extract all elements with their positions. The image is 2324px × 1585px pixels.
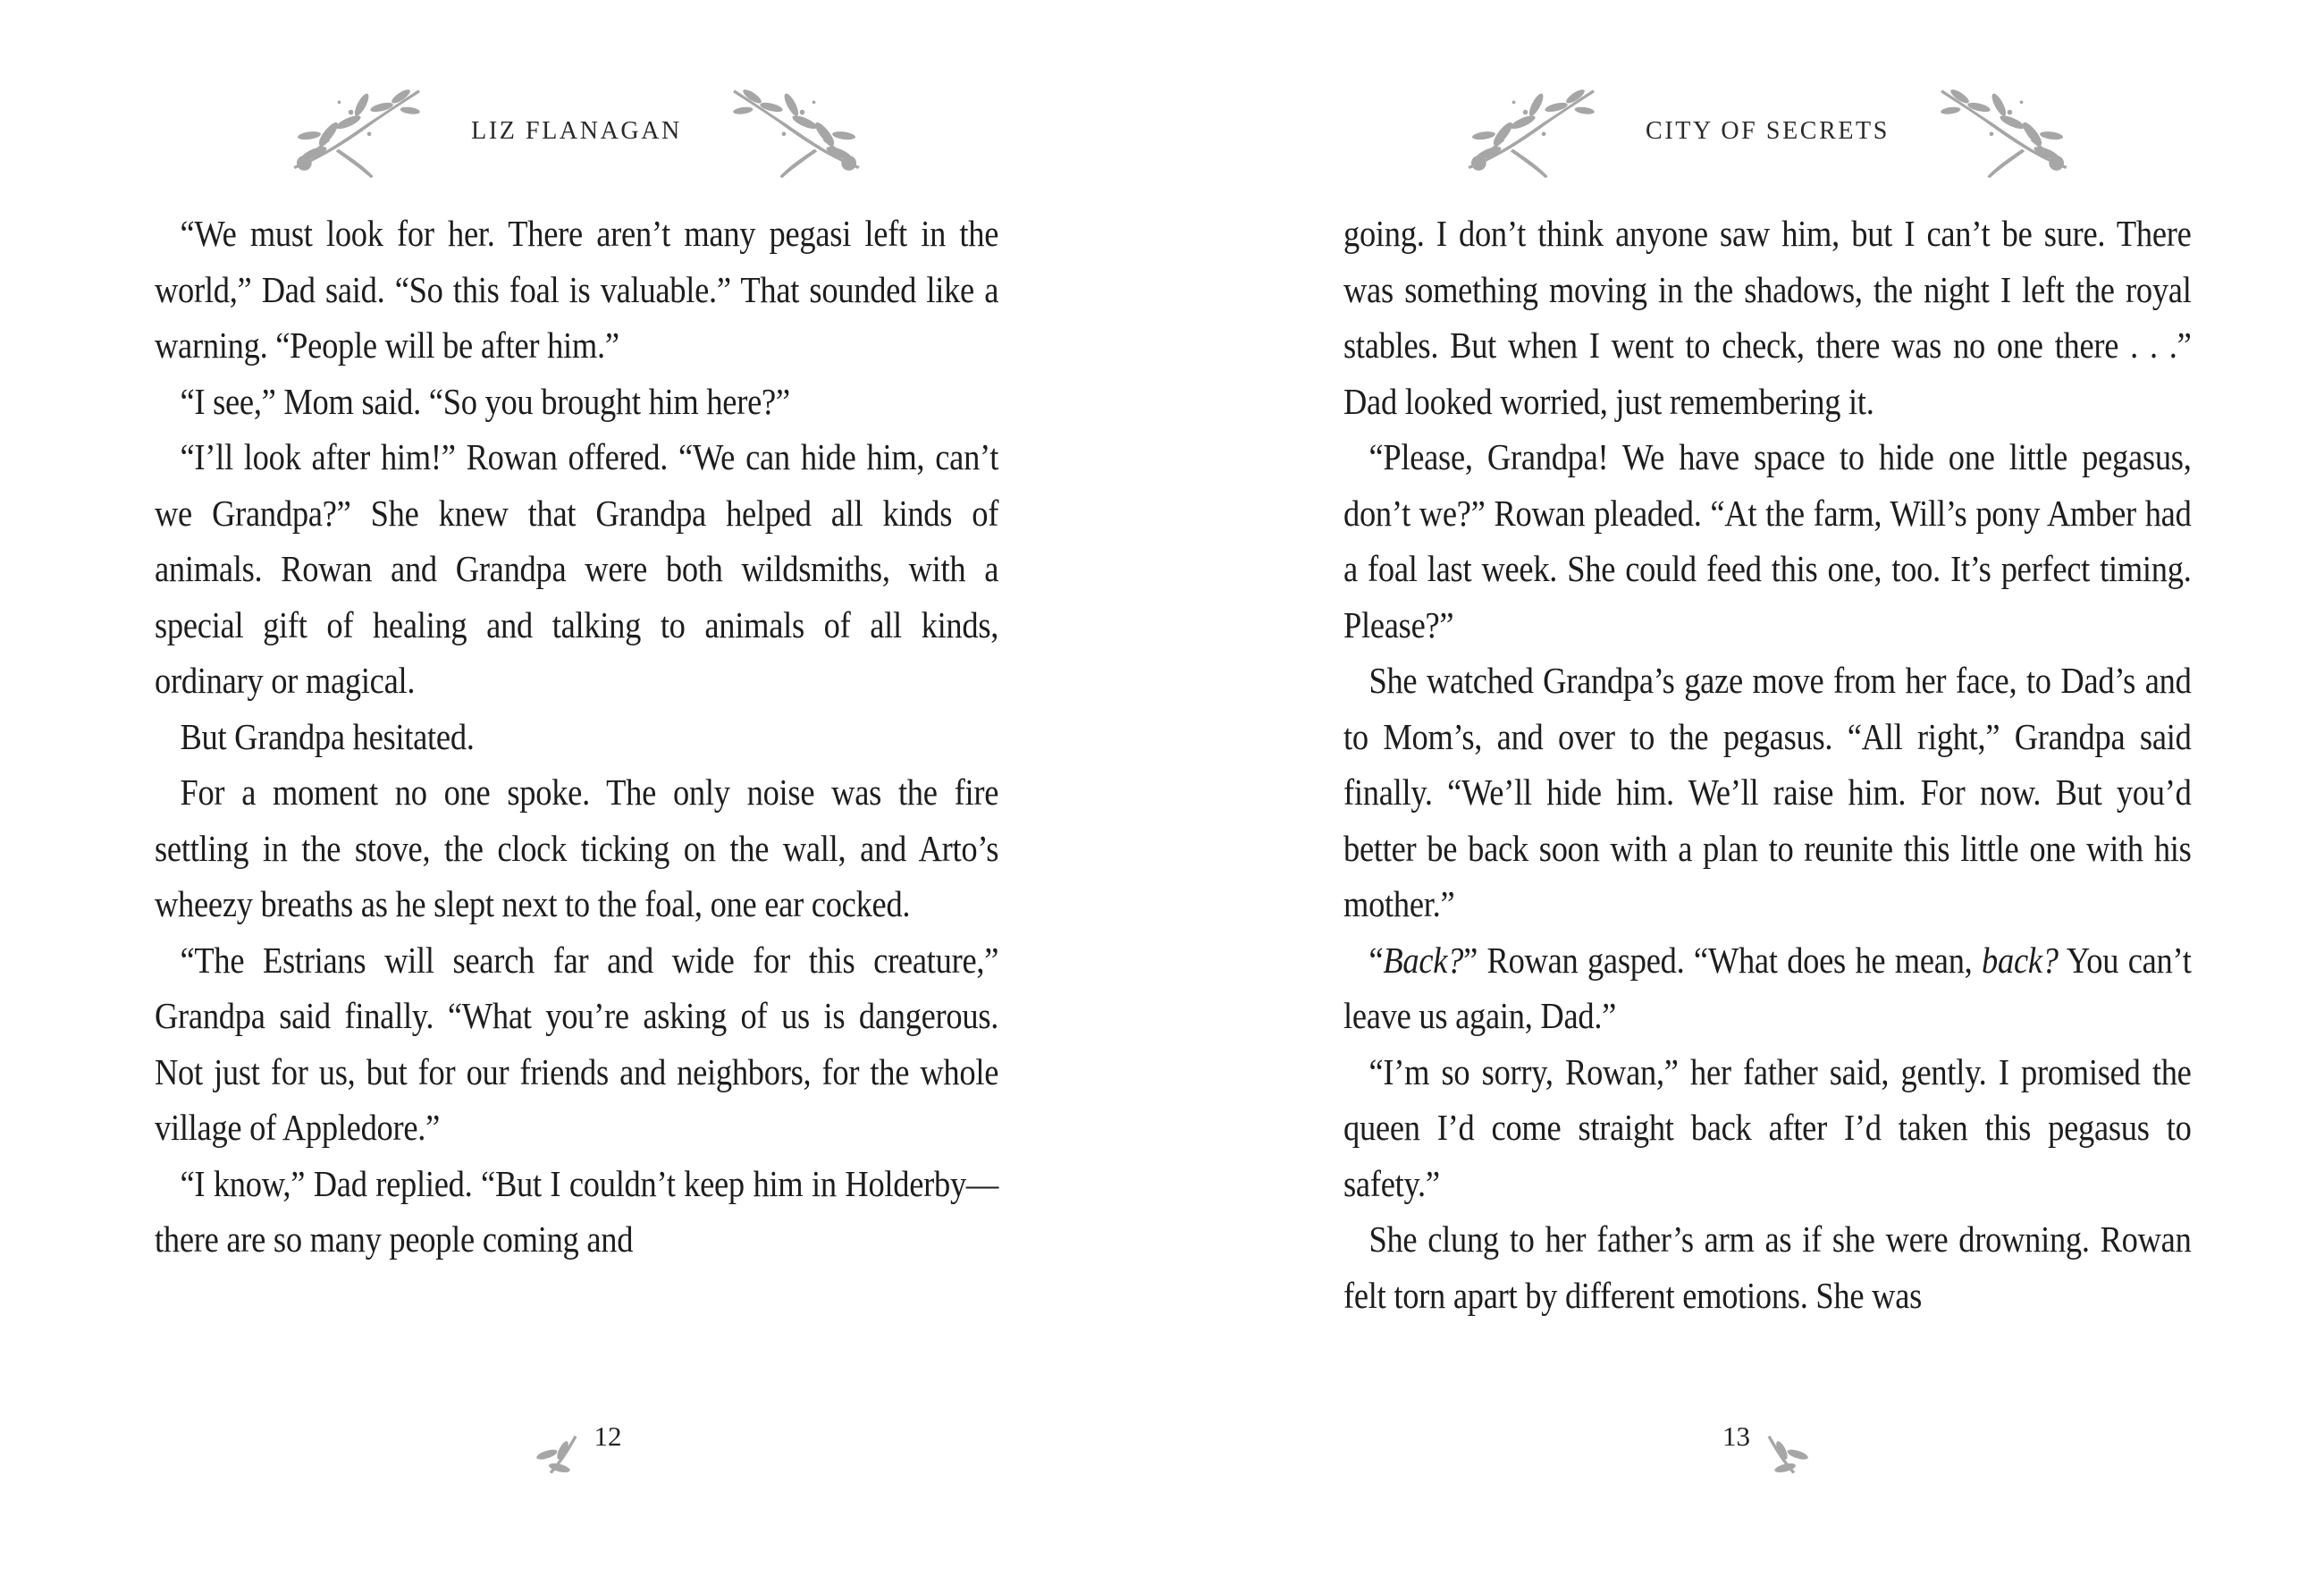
paragraph: For a moment no one spoke. The only noise was the fire settling in the stove, the clock ticking on the wall, and Arto’s wheezy breaths as he slept next to the foal, one ear cocked. — [155, 771, 999, 924]
leaf-sprig-icon — [1761, 1430, 1813, 1480]
paragraph: She clung to her father’s arm as if she were drowning. Rowan felt torn apart by different emotions. She was — [1343, 1218, 2192, 1316]
page-header-left — [155, 82, 998, 181]
page-header-right — [1343, 82, 2192, 181]
running-head-author: LIZ FLANAGAN — [471, 117, 682, 145]
paragraph: “I’m so sorry, Rowan,” her father said, gently. I promised the queen I’d come straight back after I’d taken this pegasus to safety.” — [1343, 1050, 2192, 1204]
branch-flourish-icon — [285, 82, 430, 181]
paragraph: “I see,” Mom said. “So you brought him here?” — [180, 380, 790, 422]
paragraph: But Grandpa hesitated. — [180, 715, 475, 757]
page-footer-left — [155, 1420, 998, 1480]
page-body-left — [155, 206, 998, 1268]
paragraph: “We must look for her. There aren’t many pegasi left in the world,” Dad said. “So this foal is valuable.” That sounded like a warning. “People will be after him.” — [155, 213, 999, 366]
paragraph: going. I don’t think anyone saw him, but I can’t be sure. There was something moving in the shadows, the night I left the royal stables. But when I went to check, there was no one there . . .” Dad looked worried, just remembering it. — [1343, 213, 2192, 422]
paragraph: “I’ll look after him!” Rowan offered. “We can hide him, can’t we Grandpa?” She knew that Grandpa helped all kinds of animals. Rowan and Grandpa were both wildsmiths, with a special gift of healing and talking to animals of all kinds, ordinary or magical. — [155, 436, 999, 701]
page-body-right — [1343, 206, 2192, 1323]
paragraph: “The Estrians will search far and wide for this creature,” Grandpa said finally. “What you’re asking of us is dangerous. Not just for us, but for our friends and neighbors, for the whole village of Appledore.” — [155, 939, 999, 1148]
page-right — [1343, 0, 2192, 1585]
page-footer-right — [1343, 1420, 2192, 1480]
leaf-sprig-icon — [532, 1430, 584, 1480]
paragraph: “Please, Grandpa! We have space to hide one little pegasus, don’t we?” Rowan pleaded. “At the farm, Will’s pony Amber had a foal last week. She could feed this one, too. It’s perfect timing. Please?” — [1343, 436, 2192, 645]
page-left — [155, 0, 998, 1585]
paragraph: “Back?” Rowan gasped. “What does he mean, back? You can’t leave us again, Dad.” — [1343, 939, 2192, 1036]
branch-flourish-icon — [1460, 82, 1604, 181]
branch-flourish-icon — [1931, 82, 2076, 181]
page-number-right: 13 — [1722, 1421, 1750, 1452]
page-number-left: 12 — [594, 1421, 622, 1452]
paragraph: “I know,” Dad replied. “But I couldn’t keep him in Holderby—there are so many people coming and — [155, 1162, 999, 1260]
running-head-title: CITY OF SECRETS — [1646, 117, 1890, 145]
paragraph: She watched Grandpa’s gaze move from her face, to Dad’s and to Mom’s, and over to the pegasus. “All right,” Grandpa said finally. “We’ll hide him. We’ll raise him. For now. But you’d better be back soon with a plan to reunite this little one with his mother.” — [1343, 660, 2192, 924]
branch-flourish-icon — [723, 82, 868, 181]
